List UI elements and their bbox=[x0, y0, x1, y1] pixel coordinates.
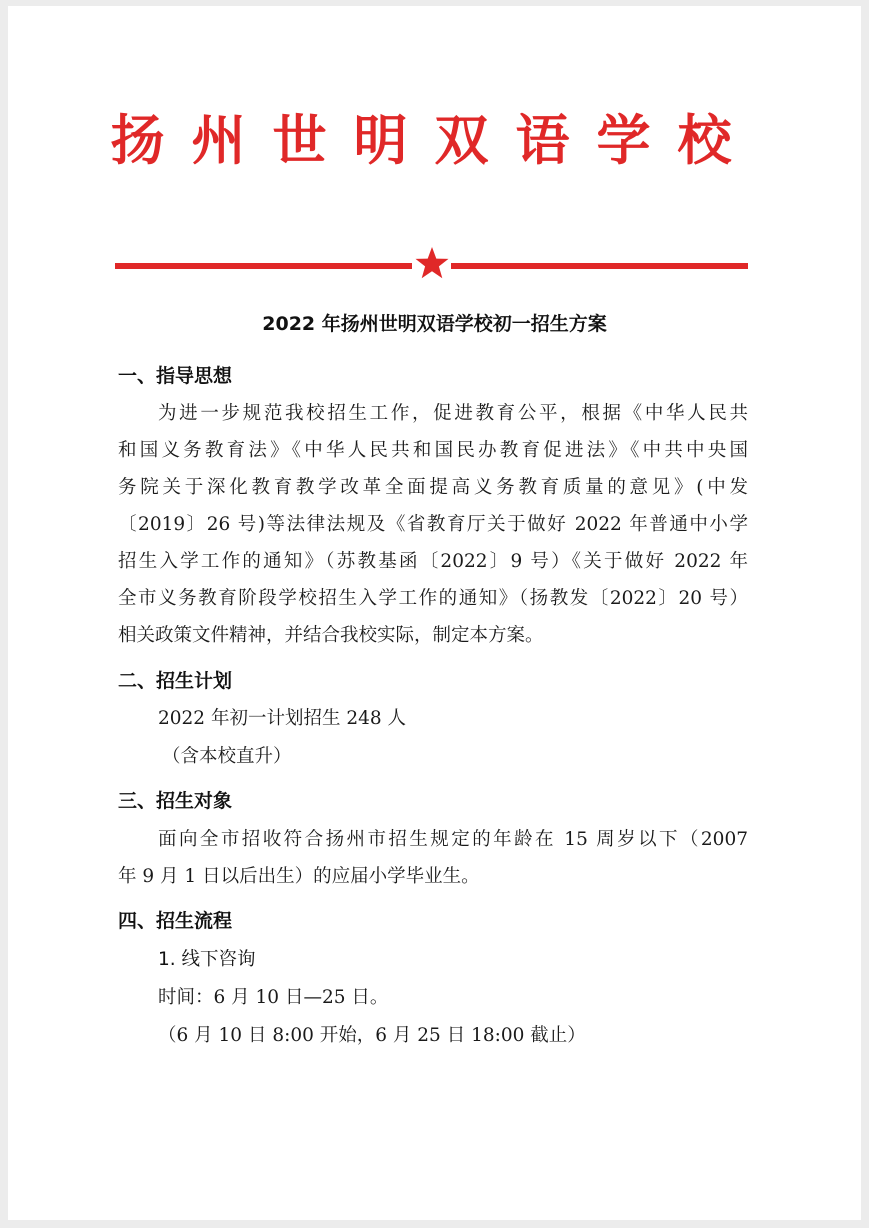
subheading-offline-consultation: 1. 线下咨询 bbox=[158, 949, 256, 970]
paragraph-line: 招生入学工作的通知》（苏教基函〔2022〕9 号）《关于做好 2022 年 bbox=[118, 551, 748, 572]
consultation-time-note: （6 月 10 日 8:00 开始，6 月 25 日 18:00 截止） bbox=[158, 1025, 586, 1046]
document-title: 2022 年扬州世明双语学校初一招生方案 bbox=[262, 313, 607, 335]
paragraph-line: 务院关于深化教育教学改革全面提高义务教育质量的意见》(中发 bbox=[118, 477, 748, 498]
paragraph-line: 〔2019〕26 号)等法律法规及《省教育厅关于做好 2022 年普通中小学 bbox=[118, 514, 748, 535]
letterhead-rule-right bbox=[451, 263, 748, 269]
paragraph-line: 全市义务教育阶段学校招生入学工作的通知》（扬教发〔2022〕20 号） bbox=[118, 588, 748, 609]
enrollment-plan-line: 2022 年初一计划招生 248 人 bbox=[158, 708, 407, 729]
letterhead-rule-left bbox=[115, 263, 412, 269]
paragraph-line: 为进一步规范我校招生工作，促进教育公平，根据《中华人民共 bbox=[158, 403, 748, 424]
paragraph-line: 面向全市招收符合扬州市招生规定的年龄在 15 周岁以下（2007 bbox=[158, 829, 748, 850]
enrollment-plan-note: （含本校直升） bbox=[162, 746, 292, 767]
letterhead-school-name: 扬州世明双语学校 bbox=[110, 108, 759, 172]
star-icon bbox=[414, 246, 450, 282]
paragraph-line: 相关政策文件精神，并结合我校实际，制定本方案。 bbox=[118, 625, 544, 646]
paragraph-line: 和国义务教育法》《中华人民共和国民办教育促进法》《中共中央国 bbox=[118, 440, 748, 461]
section-heading-enrollment-target: 三、招生对象 bbox=[118, 790, 233, 812]
paragraph-line: 年 9 月 1 日以后出生）的应届小学毕业生。 bbox=[118, 866, 480, 887]
section-heading-enrollment-process: 四、招生流程 bbox=[118, 910, 233, 932]
section-heading-enrollment-plan: 二、招生计划 bbox=[118, 670, 233, 692]
section-heading-guiding-thought: 一、指导思想 bbox=[118, 365, 233, 387]
consultation-time: 时间：6 月 10 日—25 日。 bbox=[158, 987, 389, 1008]
